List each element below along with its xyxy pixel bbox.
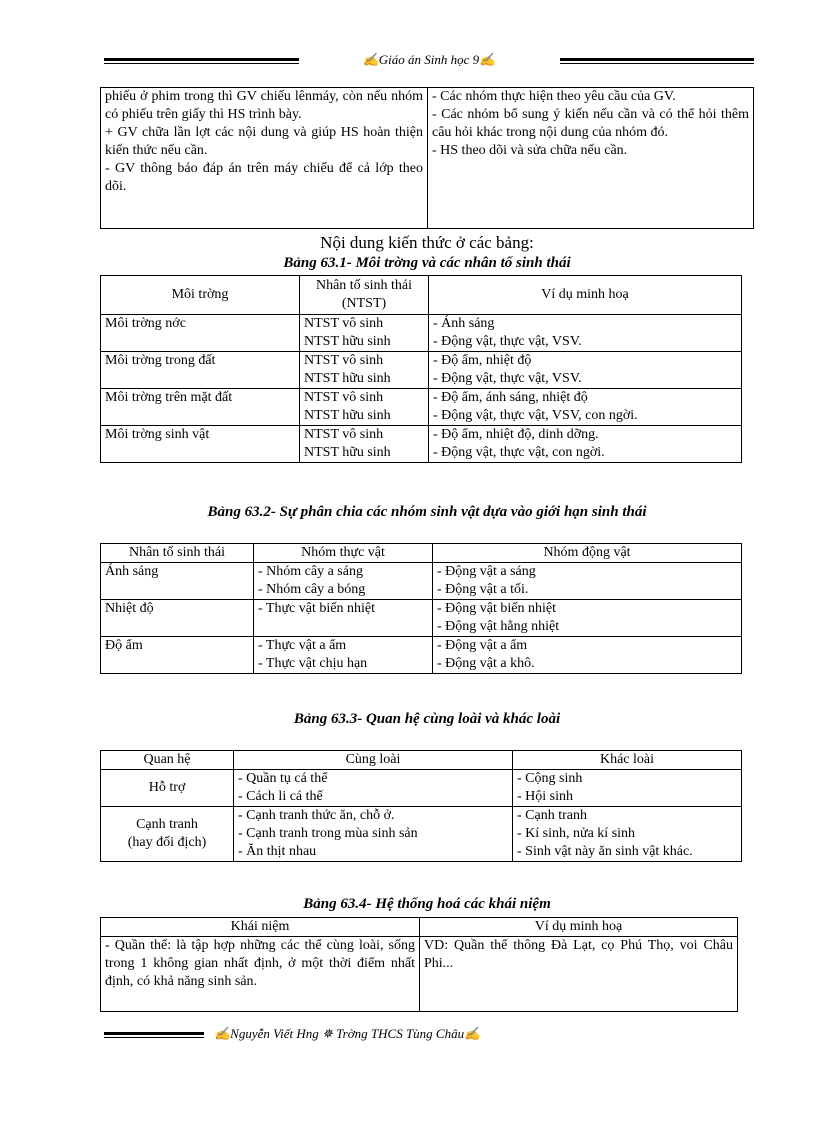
page-header: [104, 52, 754, 72]
page-footer: [104, 1026, 754, 1046]
table-row: [101, 770, 742, 807]
table-row: [101, 937, 738, 1012]
t2-factor-cell: Ánh sáng: [101, 563, 254, 600]
table-row: [101, 426, 742, 463]
table-63-3: [100, 750, 742, 862]
t2-plant-cell: - Thực vật a ẩm - Thực vật chịu hạn: [254, 637, 433, 674]
t1-env-cell: Môi trờng nớc: [101, 315, 300, 352]
t3-diff-cell: - Cạnh tranh - Kí sinh, nửa kí sinh - Sinh vật này ăn sinh vật khác.: [513, 807, 742, 862]
t1-env-cell: Môi trờng trên mặt đất: [101, 389, 300, 426]
intro-right-line: - Các nhóm thực hiện theo yêu cầu của GV.: [432, 89, 676, 104]
table-row: [101, 600, 742, 637]
intro-teacher-cell: [101, 88, 428, 229]
intro-left-line: + GV chữa lần lợt các nội dung và giúp HS hoàn thiện kiến thức nếu cần.: [105, 125, 423, 158]
t3-same-cell: - Cạnh tranh thức ăn, chỗ ở. - Cạnh tranh trong mùa sinh sản - Ăn thịt nhau: [234, 807, 513, 862]
footer-text: ✍Nguyễn Viết Hng ✵ Trờng THCS Tùng Châu✍: [214, 1026, 481, 1041]
t1-env-cell: Môi trờng sinh vật: [101, 426, 300, 463]
table-row: [101, 315, 742, 352]
intro-student-cell: [428, 88, 754, 229]
intro-left-line: - GV thông báo đáp án trên máy chiếu để cả lớp theo dõi.: [105, 161, 423, 194]
table-row: [101, 637, 742, 674]
t2-header-plants: Nhóm thực vật: [254, 544, 433, 563]
t3-header-relation: Quan hệ: [101, 751, 234, 770]
t4-header-example: Ví dụ minh hoạ: [420, 918, 738, 937]
table3-caption: Bảng 63.3- Quan hệ cùng loài và khác loài: [293, 711, 561, 727]
table-row: [101, 807, 742, 862]
t1-factor-cell: NTST vô sinh NTST hữu sinh: [300, 352, 429, 389]
t1-example-cell: - Độ ẩm, nhiệt độ, dinh dỡng. - Động vật, thực vật, con ngời.: [429, 426, 742, 463]
t1-example-cell: - Độ ẩm, ánh sáng, nhiệt độ - Động vật, thực vật, VSV, con ngời.: [429, 389, 742, 426]
table-row: [101, 563, 742, 600]
header-rule-right: [560, 58, 754, 64]
section-title: Nội dung kiến thức ở các bảng:: [320, 233, 534, 252]
t3-header-diff: Khác loài: [513, 751, 742, 770]
t1-header-factor: Nhân tố sinh thái (NTST): [300, 276, 429, 315]
intro-table: [100, 87, 754, 229]
t1-factor-cell: NTST vô sinh NTST hữu sinh: [300, 315, 429, 352]
table-63-1: [100, 275, 742, 463]
table-63-4: [100, 917, 738, 1012]
t2-animal-cell: - Động vật a sáng - Động vật a tối.: [433, 563, 742, 600]
t2-factor-cell: Độ ẩm: [101, 637, 254, 674]
t1-env-cell: Môi trờng trong đất: [101, 352, 300, 389]
t2-header-animals: Nhóm động vật: [433, 544, 742, 563]
t2-animal-cell: - Động vật a ẩm - Động vật a khô.: [433, 637, 742, 674]
t3-relation-cell: Hỗ trợ: [101, 770, 234, 807]
t4-concept-cell: - Quần thể: là tập hợp những các thể cùng loài, sống trong 1 không gian nhất định, ở một thời điểm nhất định, có khả năng sinh sản.: [101, 937, 420, 1012]
t3-header-same: Cùng loài: [234, 751, 513, 770]
t3-relation-cell: Cạnh tranh (hay đối địch): [101, 807, 234, 862]
t3-same-cell: - Quần tụ cá thể - Cách li cá thể: [234, 770, 513, 807]
t2-plant-cell: - Nhóm cây a sáng - Nhóm cây a bóng: [254, 563, 433, 600]
t2-animal-cell: - Động vật biến nhiệt - Động vật hằng nhiệt: [433, 600, 742, 637]
table-row: [101, 389, 742, 426]
intro-right-line: - HS theo dõi và sửa chữa nếu cần.: [432, 143, 628, 158]
t1-header-env: Môi trờng: [101, 276, 300, 315]
t1-header-example: Ví dụ minh hoạ: [429, 276, 742, 315]
t1-example-cell: - Ánh sáng - Động vật, thực vật, VSV.: [429, 315, 742, 352]
intro-left-line: phiếu ở phim trong thì GV chiếu lênmáy, còn nếu nhóm có phiếu trên giấy thì HS trình bày.: [105, 89, 423, 122]
table1-caption: Bảng 63.1- Môi trờng và các nhân tố sinh thái: [283, 255, 571, 271]
t1-factor-cell: NTST vô sinh NTST hữu sinh: [300, 426, 429, 463]
t2-header-factor: Nhân tố sinh thái: [101, 544, 254, 563]
table-row: [101, 352, 742, 389]
intro-right-line: - Các nhóm bổ sung ý kiến nếu cần và có thể hỏi thêm câu hỏi khác trong nội dung của nhóm đó.: [432, 107, 749, 140]
t1-factor-cell: NTST vô sinh NTST hữu sinh: [300, 389, 429, 426]
table4-caption: Bảng 63.4- Hệ thống hoá các khái niệm: [303, 896, 551, 912]
t2-plant-cell: - Thực vật biến nhiệt: [254, 600, 433, 637]
footer-rule: [104, 1032, 204, 1038]
t2-factor-cell: Nhiệt độ: [101, 600, 254, 637]
table-63-2: [100, 543, 742, 674]
t4-header-concept: Khái niệm: [101, 918, 420, 937]
t1-example-cell: - Độ ẩm, nhiệt độ - Động vật, thực vật, VSV.: [429, 352, 742, 389]
table2-caption: Bảng 63.2- Sự phân chia các nhóm sinh vật dựa vào giới hạn sinh thái: [207, 504, 647, 520]
t3-diff-cell: - Cộng sinh - Hội sinh: [513, 770, 742, 807]
t4-example-cell: VD: Quần thể thông Đà Lạt, cọ Phú Thọ, voi Châu Phi...: [420, 937, 738, 1012]
header-title: ✍Giáo án Sinh học 9✍: [362, 52, 496, 67]
